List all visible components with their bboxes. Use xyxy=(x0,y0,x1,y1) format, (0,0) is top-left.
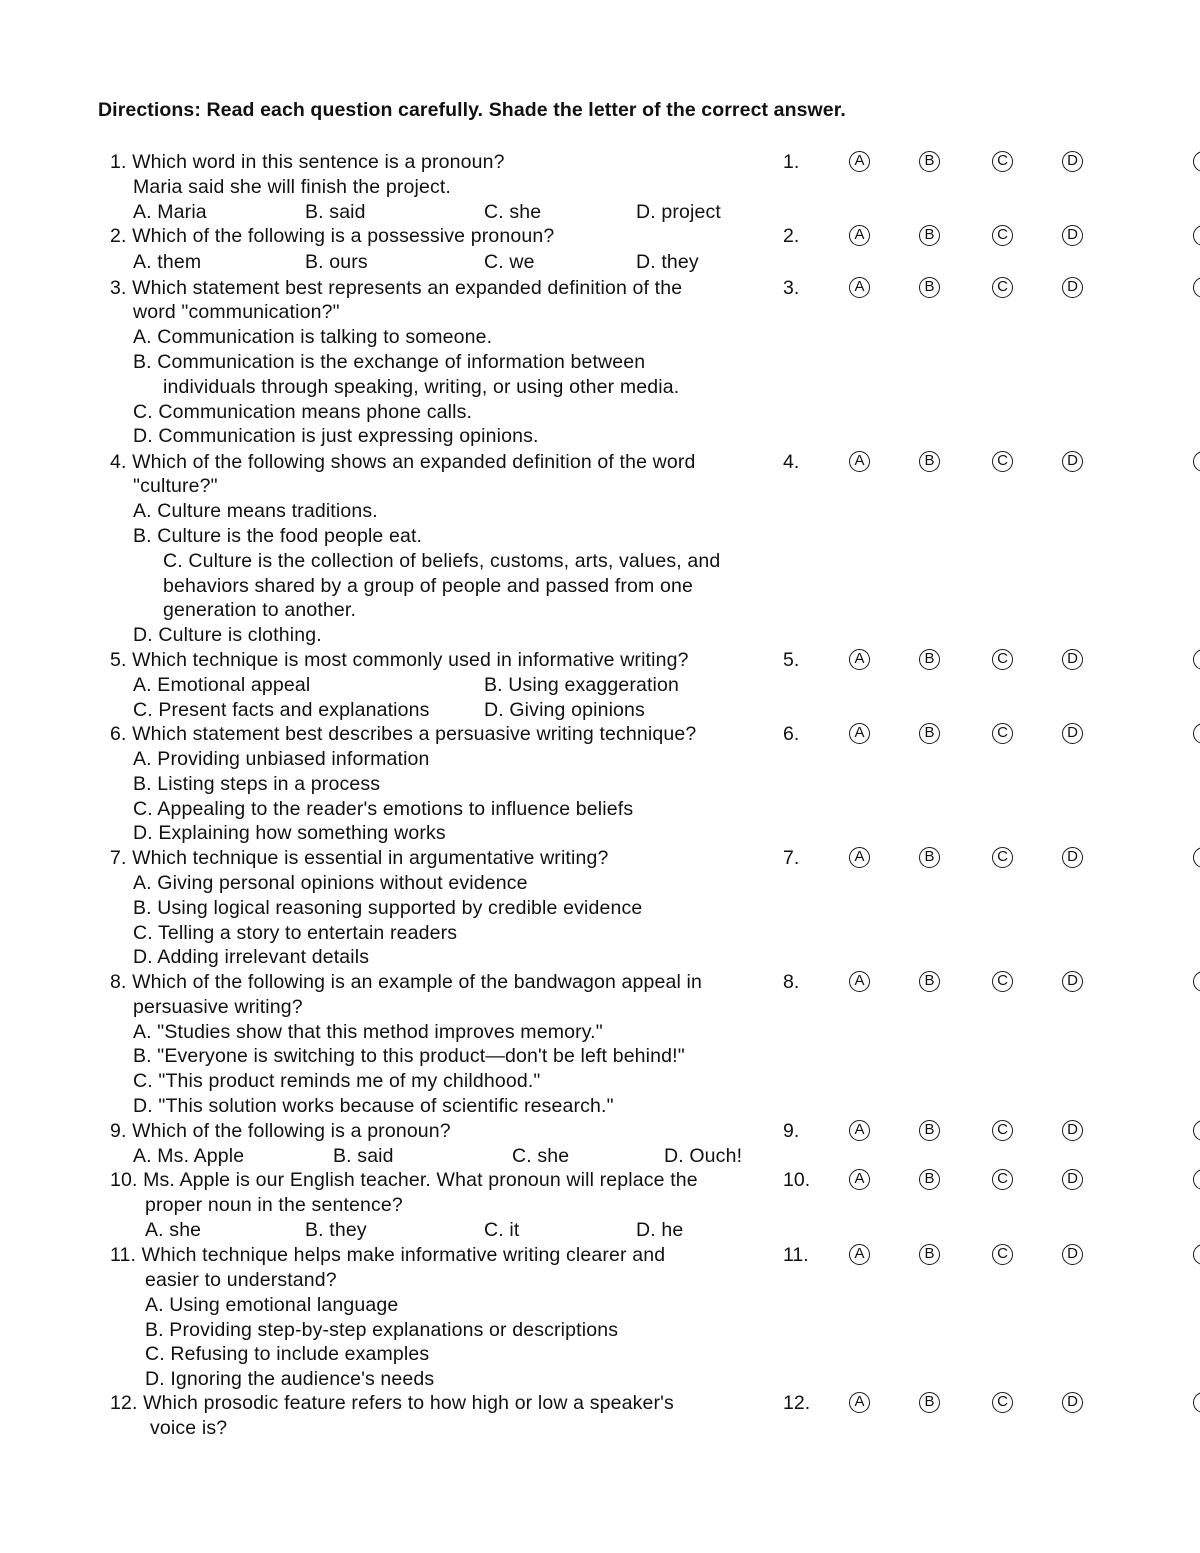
answer-choice: D. Ouch! xyxy=(664,1145,743,1167)
answer-choice: B. Using logical reasoning supported by credible evidence xyxy=(133,897,643,919)
answer-choice: D. Adding irrelevant details xyxy=(133,946,370,968)
answer-bubble-b[interactable]: B xyxy=(919,847,940,868)
answer-bubble-e-partial xyxy=(1193,1120,1200,1141)
answer-choice: A. Emotional appeal xyxy=(133,674,311,696)
question-text: 6. Which statement best describes a persuasive writing technique? xyxy=(110,723,697,745)
question-text: 8. Which of the following is an example of the bandwagon appeal in xyxy=(110,971,703,993)
answer-row-number: 3. xyxy=(783,277,800,299)
answer-bubble-b[interactable]: B xyxy=(919,971,940,992)
answer-bubble-e-partial xyxy=(1193,1169,1200,1190)
answer-choice: A. Giving personal opinions without evidence xyxy=(133,872,528,894)
answer-bubble-b[interactable]: B xyxy=(919,277,940,298)
answer-choice: D. Giving opinions xyxy=(484,699,645,721)
answer-bubble-d[interactable]: D xyxy=(1062,451,1083,472)
question-text-continued: proper noun in the sentence? xyxy=(145,1194,403,1216)
answer-row-number: 11. xyxy=(783,1244,809,1266)
answer-choice: C. she xyxy=(484,201,542,223)
answer-choice: C. "This product reminds me of my childhood." xyxy=(133,1070,541,1092)
answer-row-number: 4. xyxy=(783,451,800,473)
question-text-continued: Maria said she will finish the project. xyxy=(133,176,451,198)
question-text-continued: individuals through speaking, writing, or using other media. xyxy=(163,376,680,398)
answer-bubble-c[interactable]: C xyxy=(992,277,1013,298)
question-text-continued: behaviors shared by a group of people and passed from one xyxy=(163,575,693,597)
answer-bubble-d[interactable]: D xyxy=(1062,649,1083,670)
question-text: 4. Which of the following shows an expanded definition of the word xyxy=(110,451,696,473)
answer-choice: B. Using exaggeration xyxy=(484,674,680,696)
answer-choice: B. Communication is the exchange of information between xyxy=(133,351,646,373)
answer-row-number: 1. xyxy=(783,151,800,173)
answer-choice: C. Appealing to the reader's emotions to influence beliefs xyxy=(133,798,634,820)
answer-choice: C. Refusing to include examples xyxy=(145,1343,430,1365)
answer-bubble-a[interactable]: A xyxy=(849,723,870,744)
answer-bubble-d[interactable]: D xyxy=(1062,225,1083,246)
question-text-continued: generation to another. xyxy=(163,599,357,621)
answer-bubble-d[interactable]: D xyxy=(1062,1244,1083,1265)
answer-choice: B. Providing step-by-step explanations or descriptions xyxy=(145,1319,619,1341)
answer-bubble-c[interactable]: C xyxy=(992,1120,1013,1141)
question-text-continued: "culture?" xyxy=(133,475,218,497)
answer-row-number: 8. xyxy=(783,971,800,993)
answer-bubble-c[interactable]: C xyxy=(992,1392,1013,1413)
answer-choice: D. Communication is just expressing opinions. xyxy=(133,425,539,447)
answer-choice: C. she xyxy=(512,1145,570,1167)
answer-bubble-d[interactable]: D xyxy=(1062,1392,1083,1413)
answer-bubble-e-partial xyxy=(1193,151,1200,172)
answer-choice: B. "Everyone is switching to this product—don't be left behind!" xyxy=(133,1045,685,1067)
answer-row-number: 6. xyxy=(783,723,800,745)
answer-bubble-b[interactable]: B xyxy=(919,1392,940,1413)
answer-bubble-a[interactable]: A xyxy=(849,451,870,472)
answer-bubble-e-partial xyxy=(1193,451,1200,472)
answer-bubble-d[interactable]: D xyxy=(1062,151,1083,172)
question-text-continued: voice is? xyxy=(150,1417,228,1439)
answer-choice: A. Providing unbiased information xyxy=(133,748,430,770)
answer-bubble-c[interactable]: C xyxy=(992,1244,1013,1265)
answer-bubble-a[interactable]: A xyxy=(849,649,870,670)
answer-bubble-a[interactable]: A xyxy=(849,1120,870,1141)
answer-bubble-e-partial xyxy=(1193,723,1200,744)
answer-bubble-d[interactable]: D xyxy=(1062,1120,1083,1141)
answer-choice: D. Ignoring the audience's needs xyxy=(145,1368,435,1390)
answer-choice: D. "This solution works because of scientific research." xyxy=(133,1095,614,1117)
answer-choice: A. Communication is talking to someone. xyxy=(133,326,493,348)
answer-bubble-d[interactable]: D xyxy=(1062,723,1083,744)
answer-row-number: 5. xyxy=(783,649,800,671)
answer-bubble-c[interactable]: C xyxy=(992,225,1013,246)
question-text-continued: easier to understand? xyxy=(145,1269,337,1291)
answer-choice: A. Using emotional language xyxy=(145,1294,399,1316)
answer-choice: C. Communication means phone calls. xyxy=(133,401,473,423)
question-text: 7. Which technique is essential in argumentative writing? xyxy=(110,847,609,869)
answer-choice: C. Present facts and explanations xyxy=(133,699,430,721)
answer-choice: C. it xyxy=(484,1219,520,1241)
answer-bubble-b[interactable]: B xyxy=(919,723,940,744)
answer-bubble-e-partial xyxy=(1193,277,1200,298)
answer-bubble-c[interactable]: C xyxy=(992,649,1013,670)
answer-choice: C. Culture is the collection of beliefs, customs, arts, values, and xyxy=(163,550,721,572)
answer-bubble-e-partial xyxy=(1193,1244,1200,1265)
answer-bubble-a[interactable]: A xyxy=(849,1392,870,1413)
answer-choice: D. project xyxy=(636,201,721,223)
question-text: 10. Ms. Apple is our English teacher. What pronoun will replace the xyxy=(110,1169,698,1191)
answer-bubble-c[interactable]: C xyxy=(992,847,1013,868)
answer-bubble-b[interactable]: B xyxy=(919,1120,940,1141)
answer-bubble-e-partial xyxy=(1193,847,1200,868)
answer-bubble-d[interactable]: D xyxy=(1062,277,1083,298)
answer-bubble-d[interactable]: D xyxy=(1062,1169,1083,1190)
answer-choice: A. "Studies show that this method improves memory." xyxy=(133,1021,603,1043)
answer-bubble-c[interactable]: C xyxy=(992,723,1013,744)
answer-bubble-a[interactable]: A xyxy=(849,847,870,868)
question-text: 11. Which technique helps make informative writing clearer and xyxy=(110,1244,666,1266)
answer-bubble-b[interactable]: B xyxy=(919,649,940,670)
answer-bubble-a[interactable]: A xyxy=(849,1169,870,1190)
answer-choice: A. she xyxy=(145,1219,202,1241)
answer-choice: B. said xyxy=(333,1145,394,1167)
answer-choice: D. Culture is clothing. xyxy=(133,624,322,646)
answer-choice: C. Telling a story to entertain readers xyxy=(133,922,458,944)
answer-bubble-e-partial xyxy=(1193,649,1200,670)
answer-bubble-c[interactable]: C xyxy=(992,151,1013,172)
answer-bubble-b[interactable]: B xyxy=(919,451,940,472)
question-text-continued: word "communication?" xyxy=(133,301,340,323)
answer-choice: B. Culture is the food people eat. xyxy=(133,525,423,547)
answer-bubble-a[interactable]: A xyxy=(849,1244,870,1265)
answer-choice: A. Culture means traditions. xyxy=(133,500,378,522)
answer-choice: B. said xyxy=(305,201,366,223)
answer-bubble-a[interactable]: A xyxy=(849,971,870,992)
question-text: 9. Which of the following is a pronoun? xyxy=(110,1120,451,1142)
answer-row-number: 9. xyxy=(783,1120,800,1142)
answer-choice: A. them xyxy=(133,251,202,273)
answer-bubble-a[interactable]: A xyxy=(849,151,870,172)
answer-bubble-b[interactable]: B xyxy=(919,1244,940,1265)
answer-choice: D. he xyxy=(636,1219,684,1241)
answer-bubble-e-partial xyxy=(1193,225,1200,246)
question-text-continued: persuasive writing? xyxy=(133,996,303,1018)
answer-bubble-c[interactable]: C xyxy=(992,971,1013,992)
answer-choice: B. Listing steps in a process xyxy=(133,773,381,795)
answer-choice: C. we xyxy=(484,251,535,273)
question-text: 3. Which statement best represents an expanded definition of the xyxy=(110,277,683,299)
answer-choice: A. Maria xyxy=(133,201,207,223)
answer-bubble-a[interactable]: A xyxy=(849,277,870,298)
answer-bubble-b[interactable]: B xyxy=(919,1169,940,1190)
question-text: 12. Which prosodic feature refers to how high or low a speaker's xyxy=(110,1392,674,1414)
answer-bubble-d[interactable]: D xyxy=(1062,971,1083,992)
answer-row-number: 12. xyxy=(783,1392,811,1414)
answer-bubble-a[interactable]: A xyxy=(849,225,870,246)
answer-row-number: 10. xyxy=(783,1169,811,1191)
answer-row-number: 7. xyxy=(783,847,800,869)
question-text: 5. Which technique is most commonly used in informative writing? xyxy=(110,649,689,671)
answer-bubble-b[interactable]: B xyxy=(919,225,940,246)
question-text: 1. Which word in this sentence is a pronoun? xyxy=(110,151,505,173)
answer-choice: D. Explaining how something works xyxy=(133,822,446,844)
answer-bubble-c[interactable]: C xyxy=(992,1169,1013,1190)
answer-row-number: 2. xyxy=(783,225,800,247)
answer-bubble-d[interactable]: D xyxy=(1062,847,1083,868)
answer-bubble-c[interactable]: C xyxy=(992,451,1013,472)
answer-bubble-e-partial xyxy=(1193,971,1200,992)
directions-heading: Directions: Read each question carefully. Shade the letter of the correct answer. xyxy=(98,99,846,121)
answer-bubble-e-partial xyxy=(1193,1392,1200,1413)
answer-choice: D. they xyxy=(636,251,699,273)
answer-bubble-b[interactable]: B xyxy=(919,151,940,172)
question-text: 2. Which of the following is a possessive pronoun? xyxy=(110,225,555,247)
answer-choice: B. they xyxy=(305,1219,367,1241)
answer-choice: A. Ms. Apple xyxy=(133,1145,245,1167)
answer-choice: B. ours xyxy=(305,251,368,273)
